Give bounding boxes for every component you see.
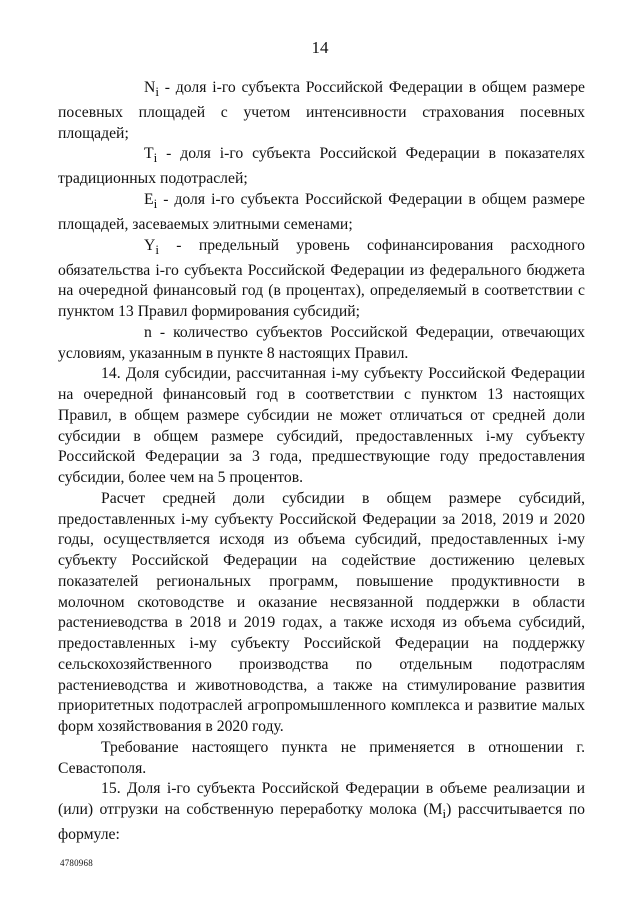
paragraph-14: 14. Доля субсидии, рассчитанная i-му субъекту Российской Федерации на очередной финансовый год в соответствии с пунктом 13 настоящих Правил, в общем размере субсидии не может отличаться от средней доли субсидии в общем размере субсидий, предоставленных i-му субъекту Российской Федерации за 3 года, предшествующие году предоставления субсидии, более чем на 5 процентов. (58, 365, 585, 487)
symbol-n: $N_i$ (144, 79, 159, 100)
page-number: 14 (311, 38, 329, 57)
symbol-t: $T_i$ (144, 145, 158, 166)
document-body (58, 78, 585, 846)
definition-count: n - количество субъектов Российской Федерации, отвечающих условиям, указанным в пункте 8 настоящих Правил. (58, 323, 585, 362)
paragraph-15: 15. Доля i-го субъекта Российской Федерации в объеме реализации и (или) отгрузки на собственную переработку молока $(M_i)$ рассчитывается по формуле: (58, 780, 585, 843)
paragraph-sevastopol: Требование настоящего пункта не применяется в отношении г. Севастополя. (58, 738, 585, 777)
symbol-count: n (144, 323, 152, 341)
definition-e: $E_i$ - доля i-го субъекта Российской Федерации в общем размере площадей, засеваемых элитными семенами; (58, 191, 585, 233)
document-code: 4780968 (60, 858, 93, 868)
paragraph-average-share: Расчет средней доли субсидии в общем размере субсидий, предоставленных i-му субъекту Российской Федерации за 2018, 2019 и 2020 годы, осуществляется исходя из объема субсидий, предоставленных i-му субъекту Российской Федерации на содействие достижению целевых показателей региональных программ, повышение продуктивности в молочном скотоводстве и оказание несвязанной поддержки в области растениеводства в 2018 и 2019 годах, а также исходя из объема субсидий, предоставленных i-му субъекту Российской Федерации на поддержку сельскохозяйственного производства по отдельным подотраслям растениеводства и животноводства, а также на стимулирование развития приоритетных подотраслей агропромышленного комплекса и развитие малых форм хозяйствования в 2020 году. (58, 489, 585, 736)
definition-n: $N_i$ - доля i-го субъекта Российской Федерации в общем размере посевных площадей с учетом интенсивности страхования посевных площадей; (58, 79, 585, 142)
symbol-e: $E_i$ (144, 191, 158, 212)
definition-t: $T_i$ - доля i-го субъекта Российской Федерации в показателях традиционных подотраслей; (58, 145, 585, 188)
definition-y: $Y_i$ - предельный уровень софинансирования расходного обязательства i-го субъекта Российской Федерации из федерального бюджета на очередной финансовый год (в процентах), определяемый в соответствии с пунктом 13 Правил формирования субсидий; (58, 236, 585, 321)
symbol-y: $Y_i$ (144, 236, 159, 257)
